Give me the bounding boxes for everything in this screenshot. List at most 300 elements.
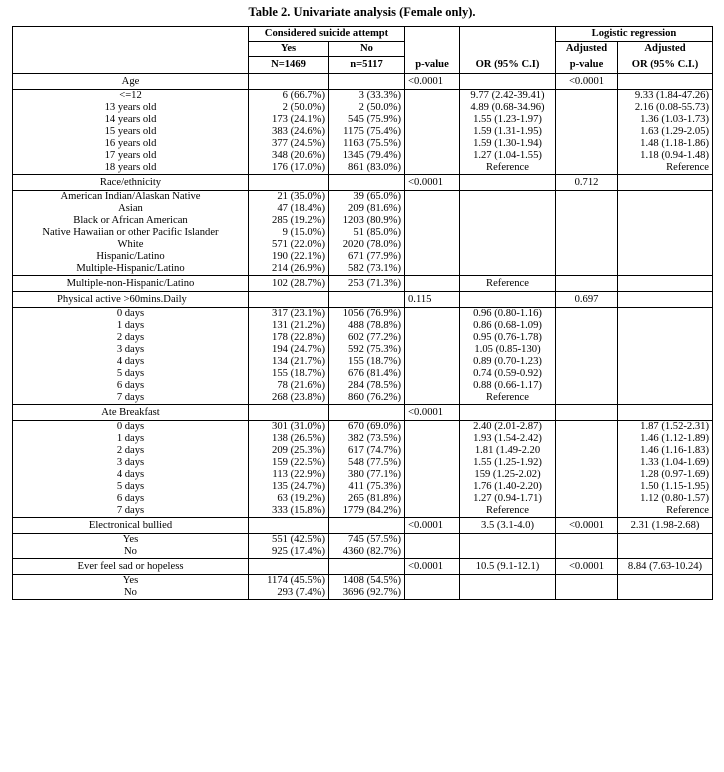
row-yes-count: 317 (23.1%)	[249, 308, 329, 321]
row-adjusted-pvalue-empty	[556, 227, 618, 239]
row-label: 2 days	[13, 332, 249, 344]
row-pvalue-empty	[405, 575, 460, 588]
section-yes-count	[249, 292, 329, 308]
table-row	[13, 534, 713, 547]
row-yes-count: 138 (26.5%)	[249, 433, 329, 445]
table-row	[13, 102, 713, 114]
table-row	[13, 457, 713, 469]
section-no-count	[329, 405, 405, 421]
table-row	[13, 320, 713, 332]
row-label: Black or African American	[13, 215, 249, 227]
row-pvalue-empty	[405, 320, 460, 332]
row-yes-count: 6 (66.7%)	[249, 90, 329, 103]
row-label: 18 years old	[13, 162, 249, 175]
row-yes-count: 377 (24.5%)	[249, 138, 329, 150]
row-pvalue-empty	[405, 239, 460, 251]
row-pvalue-empty	[405, 433, 460, 445]
row-no-count: 1408 (54.5%)	[329, 575, 405, 588]
section-adjusted-pvalue: <0.0001	[556, 518, 618, 534]
row-odds-ratio: 1.27 (1.04-1.55)	[460, 150, 556, 162]
row-adjusted-odds-ratio: 1.46 (1.16-1.83)	[618, 445, 713, 457]
row-odds-ratio: 2.40 (2.01-2.87)	[460, 421, 556, 434]
row-yes-count: 176 (17.0%)	[249, 162, 329, 175]
section-no-count	[329, 175, 405, 191]
row-adjusted-pvalue-empty	[556, 251, 618, 263]
row-adjusted-odds-ratio: 1.36 (1.03-1.73)	[618, 114, 713, 126]
row-adjusted-odds-ratio	[618, 251, 713, 263]
row-adjusted-odds-ratio	[618, 263, 713, 276]
section-adjusted-odds-ratio: 8.84 (7.63-10.24)	[618, 559, 713, 575]
row-no-count: 2020 (78.0%)	[329, 239, 405, 251]
row-no-count: 671 (77.9%)	[329, 251, 405, 263]
row-pvalue-empty	[405, 505, 460, 518]
header-n-no: n=5117	[329, 57, 405, 74]
row-no-count: 1056 (76.9%)	[329, 308, 405, 321]
row-pvalue-empty	[405, 227, 460, 239]
section-adjusted-pvalue: 0.697	[556, 292, 618, 308]
table-row	[13, 308, 713, 321]
row-adjusted-odds-ratio	[618, 332, 713, 344]
row-odds-ratio: Reference	[460, 392, 556, 405]
row-adjusted-odds-ratio: 1.33 (1.04-1.69)	[618, 457, 713, 469]
row-odds-ratio: 0.88 (0.66-1.17)	[460, 380, 556, 392]
row-adjusted-odds-ratio: Reference	[618, 162, 713, 175]
row-yes-count: 113 (22.9%)	[249, 469, 329, 481]
row-adjusted-odds-ratio	[618, 203, 713, 215]
row-no-count: 4360 (82.7%)	[329, 546, 405, 559]
row-pvalue-empty	[405, 546, 460, 559]
row-adjusted-pvalue-empty	[556, 332, 618, 344]
row-no-count: 265 (81.8%)	[329, 493, 405, 505]
row-adjusted-pvalue-empty	[556, 215, 618, 227]
row-yes-count: 285 (19.2%)	[249, 215, 329, 227]
row-no-count: 582 (73.1%)	[329, 263, 405, 276]
row-odds-ratio	[460, 575, 556, 588]
row-adjusted-pvalue-empty	[556, 114, 618, 126]
row-no-count: 488 (78.8%)	[329, 320, 405, 332]
section-row	[13, 292, 713, 308]
row-no-count: 1163 (75.5%)	[329, 138, 405, 150]
row-no-count: 548 (77.5%)	[329, 457, 405, 469]
section-pvalue: <0.0001	[405, 175, 460, 191]
row-yes-count: 134 (21.7%)	[249, 356, 329, 368]
row-odds-ratio	[460, 587, 556, 600]
row-adjusted-pvalue-empty	[556, 368, 618, 380]
section-odds-ratio: 10.5 (9.1-12.1)	[460, 559, 556, 575]
section-no-count	[329, 559, 405, 575]
row-pvalue-empty	[405, 368, 460, 380]
row-yes-count: 293 (7.4%)	[249, 587, 329, 600]
section-adjusted-odds-ratio	[618, 74, 713, 90]
row-no-count: 380 (77.1%)	[329, 469, 405, 481]
row-pvalue-empty	[405, 332, 460, 344]
row-no-count: 382 (73.5%)	[329, 433, 405, 445]
row-odds-ratio: 1.59 (1.30-1.94)	[460, 138, 556, 150]
row-pvalue-empty	[405, 587, 460, 600]
row-adjusted-pvalue-empty	[556, 380, 618, 392]
row-label: 1 days	[13, 320, 249, 332]
table-row	[13, 191, 713, 204]
section-no-count: 253 (71.3%)	[329, 276, 405, 292]
row-no-count: 617 (74.7%)	[329, 445, 405, 457]
row-odds-ratio	[460, 534, 556, 547]
row-yes-count: 9 (15.0%)	[249, 227, 329, 239]
row-pvalue-empty	[405, 90, 460, 103]
row-pvalue-empty	[405, 457, 460, 469]
row-yes-count: 194 (24.7%)	[249, 344, 329, 356]
row-odds-ratio	[460, 251, 556, 263]
row-yes-count: 78 (21.6%)	[249, 380, 329, 392]
table-row	[13, 469, 713, 481]
row-pvalue-empty	[405, 191, 460, 204]
table-row	[13, 421, 713, 434]
section-adjusted-odds-ratio: 2.31 (1.98-2.68)	[618, 518, 713, 534]
header-pvalue: p-value	[405, 57, 460, 74]
section-adjusted-odds-ratio	[618, 405, 713, 421]
section-row	[13, 175, 713, 191]
row-label: Yes	[13, 534, 249, 547]
section-no-count	[329, 292, 405, 308]
row-no-count: 676 (81.4%)	[329, 368, 405, 380]
row-odds-ratio: 1.05 (0.85-130)	[460, 344, 556, 356]
row-pvalue-empty	[405, 126, 460, 138]
section-odds-ratio: Reference	[460, 276, 556, 292]
row-no-count: 3 (33.3%)	[329, 90, 405, 103]
section-label: Age	[13, 74, 249, 90]
row-yes-count: 21 (35.0%)	[249, 191, 329, 204]
row-label: 1 days	[13, 433, 249, 445]
row-pvalue-empty	[405, 114, 460, 126]
row-label: Yes	[13, 575, 249, 588]
row-no-count: 51 (85.0%)	[329, 227, 405, 239]
section-pvalue	[405, 276, 460, 292]
section-adjusted-pvalue: <0.0001	[556, 559, 618, 575]
section-yes-count	[249, 518, 329, 534]
section-yes-count	[249, 405, 329, 421]
row-no-count: 284 (78.5%)	[329, 380, 405, 392]
row-adjusted-pvalue-empty	[556, 150, 618, 162]
row-no-count: 592 (75.3%)	[329, 344, 405, 356]
row-label: 4 days	[13, 356, 249, 368]
header-blank	[13, 27, 249, 42]
row-yes-count: 178 (22.8%)	[249, 332, 329, 344]
row-no-count: 602 (77.2%)	[329, 332, 405, 344]
row-no-count: 3696 (92.7%)	[329, 587, 405, 600]
section-adjusted-pvalue	[556, 276, 618, 292]
row-adjusted-pvalue-empty	[556, 433, 618, 445]
row-adjusted-pvalue-empty	[556, 587, 618, 600]
section-label: Ate Breakfast	[13, 405, 249, 421]
row-yes-count: 348 (20.6%)	[249, 150, 329, 162]
row-odds-ratio	[460, 239, 556, 251]
row-pvalue-empty	[405, 150, 460, 162]
row-pvalue-empty	[405, 344, 460, 356]
row-odds-ratio	[460, 215, 556, 227]
row-adjusted-pvalue-empty	[556, 356, 618, 368]
row-odds-ratio: 1.55 (1.23-1.97)	[460, 114, 556, 126]
table-row	[13, 90, 713, 103]
row-yes-count: 2 (50.0%)	[249, 102, 329, 114]
row-pvalue-empty	[405, 469, 460, 481]
section-pvalue: <0.0001	[405, 559, 460, 575]
row-adjusted-odds-ratio: 1.63 (1.29-2.05)	[618, 126, 713, 138]
table-row	[13, 575, 713, 588]
section-row	[13, 74, 713, 90]
header-adjusted-or-1: Adjusted	[618, 42, 713, 57]
row-no-count: 545 (75.9%)	[329, 114, 405, 126]
section-row	[13, 276, 713, 292]
row-pvalue-empty	[405, 162, 460, 175]
header-considered-suicide: Considered suicide attempt	[249, 27, 405, 42]
table-row	[13, 239, 713, 251]
row-label: No	[13, 587, 249, 600]
row-label: 7 days	[13, 392, 249, 405]
row-adjusted-pvalue-empty	[556, 90, 618, 103]
row-pvalue-empty	[405, 421, 460, 434]
section-adjusted-odds-ratio	[618, 175, 713, 191]
row-adjusted-odds-ratio: 1.12 (0.80-1.57)	[618, 493, 713, 505]
section-odds-ratio	[460, 175, 556, 191]
row-label: Hispanic/Latino	[13, 251, 249, 263]
row-label: American Indian/Alaskan Native	[13, 191, 249, 204]
row-adjusted-odds-ratio: 1.28 (0.97-1.69)	[618, 469, 713, 481]
table-row	[13, 162, 713, 175]
row-odds-ratio: 0.86 (0.68-1.09)	[460, 320, 556, 332]
row-adjusted-pvalue-empty	[556, 138, 618, 150]
table-row	[13, 356, 713, 368]
section-adjusted-pvalue: <0.0001	[556, 74, 618, 90]
header-or: OR (95% C.I)	[460, 57, 556, 74]
row-label: 0 days	[13, 308, 249, 321]
row-no-count: 411 (75.3%)	[329, 481, 405, 493]
row-yes-count: 155 (18.7%)	[249, 368, 329, 380]
row-no-count: 2 (50.0%)	[329, 102, 405, 114]
section-no-count	[329, 74, 405, 90]
row-label: 15 years old	[13, 126, 249, 138]
row-adjusted-odds-ratio: 1.87 (1.52-2.31)	[618, 421, 713, 434]
row-pvalue-empty	[405, 203, 460, 215]
header-blank	[405, 42, 460, 57]
section-adjusted-pvalue: 0.712	[556, 175, 618, 191]
table-row	[13, 368, 713, 380]
row-adjusted-odds-ratio	[618, 308, 713, 321]
row-no-count: 1779 (84.2%)	[329, 505, 405, 518]
row-adjusted-pvalue-empty	[556, 457, 618, 469]
row-pvalue-empty	[405, 493, 460, 505]
row-no-count: 155 (18.7%)	[329, 356, 405, 368]
row-adjusted-odds-ratio	[618, 191, 713, 204]
row-adjusted-pvalue-empty	[556, 575, 618, 588]
row-adjusted-odds-ratio: Reference	[618, 505, 713, 518]
row-odds-ratio: 0.95 (0.76-1.78)	[460, 332, 556, 344]
row-pvalue-empty	[405, 534, 460, 547]
header-adjusted-or-2: OR (95% C.I.)	[618, 57, 713, 74]
section-pvalue: <0.0001	[405, 405, 460, 421]
row-odds-ratio: Reference	[460, 162, 556, 175]
row-label: 14 years old	[13, 114, 249, 126]
row-adjusted-odds-ratio	[618, 239, 713, 251]
row-adjusted-odds-ratio: 1.50 (1.15-1.95)	[618, 481, 713, 493]
row-adjusted-pvalue-empty	[556, 263, 618, 276]
row-pvalue-empty	[405, 263, 460, 276]
header-adjusted-p-2: p-value	[556, 57, 618, 74]
row-label: 4 days	[13, 469, 249, 481]
row-odds-ratio: Reference	[460, 505, 556, 518]
row-pvalue-empty	[405, 380, 460, 392]
row-label: 3 days	[13, 457, 249, 469]
row-odds-ratio: 0.74 (0.59-0.92)	[460, 368, 556, 380]
table-row	[13, 203, 713, 215]
row-yes-count: 63 (19.2%)	[249, 493, 329, 505]
row-adjusted-pvalue-empty	[556, 493, 618, 505]
row-yes-count: 173 (24.1%)	[249, 114, 329, 126]
section-adjusted-pvalue	[556, 405, 618, 421]
header-n-yes: N=1469	[249, 57, 329, 74]
row-pvalue-empty	[405, 356, 460, 368]
header-logistic-regression: Logistic regression	[556, 27, 713, 42]
row-adjusted-pvalue-empty	[556, 421, 618, 434]
section-pvalue: <0.0001	[405, 74, 460, 90]
section-label: Multiple-non-Hispanic/Latino	[13, 276, 249, 292]
row-adjusted-pvalue-empty	[556, 239, 618, 251]
row-adjusted-odds-ratio	[618, 534, 713, 547]
row-label: White	[13, 239, 249, 251]
header-blank	[405, 27, 460, 42]
row-yes-count: 190 (22.1%)	[249, 251, 329, 263]
section-odds-ratio	[460, 292, 556, 308]
table-row	[13, 263, 713, 276]
row-pvalue-empty	[405, 308, 460, 321]
row-label: 16 years old	[13, 138, 249, 150]
row-label: Multiple-Hispanic/Latino	[13, 263, 249, 276]
row-adjusted-odds-ratio: 1.18 (0.94-1.48)	[618, 150, 713, 162]
header-yes: Yes	[249, 42, 329, 57]
header-no: No	[329, 42, 405, 57]
row-adjusted-pvalue-empty	[556, 392, 618, 405]
row-label: 6 days	[13, 493, 249, 505]
row-adjusted-odds-ratio	[618, 215, 713, 227]
row-yes-count: 383 (24.6%)	[249, 126, 329, 138]
row-adjusted-pvalue-empty	[556, 445, 618, 457]
table-row	[13, 215, 713, 227]
table-row	[13, 546, 713, 559]
table-row	[13, 505, 713, 518]
row-adjusted-odds-ratio	[618, 320, 713, 332]
row-odds-ratio: 1.76 (1.40-2.20)	[460, 481, 556, 493]
header-blank	[13, 42, 249, 57]
row-odds-ratio	[460, 191, 556, 204]
row-label: Asian	[13, 203, 249, 215]
row-adjusted-pvalue-empty	[556, 344, 618, 356]
row-odds-ratio: 1.27 (0.94-1.71)	[460, 493, 556, 505]
row-pvalue-empty	[405, 102, 460, 114]
row-pvalue-empty	[405, 215, 460, 227]
table-row	[13, 445, 713, 457]
row-odds-ratio: 1.93 (1.54-2.42)	[460, 433, 556, 445]
table-row	[13, 433, 713, 445]
table-row	[13, 138, 713, 150]
row-label: 5 days	[13, 368, 249, 380]
row-adjusted-pvalue-empty	[556, 126, 618, 138]
row-odds-ratio	[460, 203, 556, 215]
row-label: 2 days	[13, 445, 249, 457]
row-yes-count: 159 (22.5%)	[249, 457, 329, 469]
section-odds-ratio	[460, 405, 556, 421]
section-yes-count	[249, 74, 329, 90]
table-row	[13, 481, 713, 493]
row-adjusted-pvalue-empty	[556, 308, 618, 321]
section-odds-ratio: 3.5 (3.1-4.0)	[460, 518, 556, 534]
row-odds-ratio: 4.89 (0.68-34.96)	[460, 102, 556, 114]
section-label: Electronical bullied	[13, 518, 249, 534]
table-row	[13, 227, 713, 239]
row-adjusted-odds-ratio	[618, 227, 713, 239]
section-adjusted-odds-ratio	[618, 276, 713, 292]
row-odds-ratio	[460, 546, 556, 559]
table-row	[13, 380, 713, 392]
row-pvalue-empty	[405, 251, 460, 263]
row-adjusted-odds-ratio	[618, 546, 713, 559]
row-yes-count: 214 (26.9%)	[249, 263, 329, 276]
row-no-count: 1175 (75.4%)	[329, 126, 405, 138]
row-yes-count: 301 (31.0%)	[249, 421, 329, 434]
section-yes-count: 102 (28.7%)	[249, 276, 329, 292]
row-label: 7 days	[13, 505, 249, 518]
row-no-count: 861 (83.0%)	[329, 162, 405, 175]
row-yes-count: 333 (15.8%)	[249, 505, 329, 518]
row-no-count: 670 (69.0%)	[329, 421, 405, 434]
row-odds-ratio: 1.55 (1.25-1.92)	[460, 457, 556, 469]
row-adjusted-pvalue-empty	[556, 102, 618, 114]
row-pvalue-empty	[405, 481, 460, 493]
row-odds-ratio: 0.89 (0.70-1.23)	[460, 356, 556, 368]
section-pvalue: <0.0001	[405, 518, 460, 534]
header-blank	[460, 42, 556, 57]
univariate-table	[12, 26, 713, 600]
row-adjusted-odds-ratio	[618, 356, 713, 368]
row-odds-ratio: 1.81 (1.49-2.20	[460, 445, 556, 457]
row-yes-count: 268 (23.8%)	[249, 392, 329, 405]
row-yes-count: 1174 (45.5%)	[249, 575, 329, 588]
section-no-count	[329, 518, 405, 534]
row-yes-count: 209 (25.3%)	[249, 445, 329, 457]
table-title: Table 2. Univariate analysis (Female only).	[248, 5, 476, 19]
row-adjusted-odds-ratio	[618, 368, 713, 380]
row-adjusted-odds-ratio: 1.48 (1.18-1.86)	[618, 138, 713, 150]
row-label: <=12	[13, 90, 249, 103]
row-adjusted-pvalue-empty	[556, 546, 618, 559]
row-pvalue-empty	[405, 445, 460, 457]
row-adjusted-odds-ratio	[618, 575, 713, 588]
row-pvalue-empty	[405, 138, 460, 150]
table-row	[13, 150, 713, 162]
header-adjusted-p-1: Adjusted	[556, 42, 618, 57]
row-adjusted-pvalue-empty	[556, 534, 618, 547]
row-label: 3 days	[13, 344, 249, 356]
row-adjusted-odds-ratio	[618, 380, 713, 392]
row-no-count: 39 (65.0%)	[329, 191, 405, 204]
row-odds-ratio: 1.59 (1.31-1.95)	[460, 126, 556, 138]
row-label: 0 days	[13, 421, 249, 434]
header-blank	[13, 57, 249, 74]
row-adjusted-odds-ratio: 9.33 (1.84-47.26)	[618, 90, 713, 103]
row-adjusted-pvalue-empty	[556, 481, 618, 493]
table-row	[13, 392, 713, 405]
row-label: 5 days	[13, 481, 249, 493]
table-row	[13, 493, 713, 505]
row-pvalue-empty	[405, 392, 460, 405]
section-row	[13, 405, 713, 421]
